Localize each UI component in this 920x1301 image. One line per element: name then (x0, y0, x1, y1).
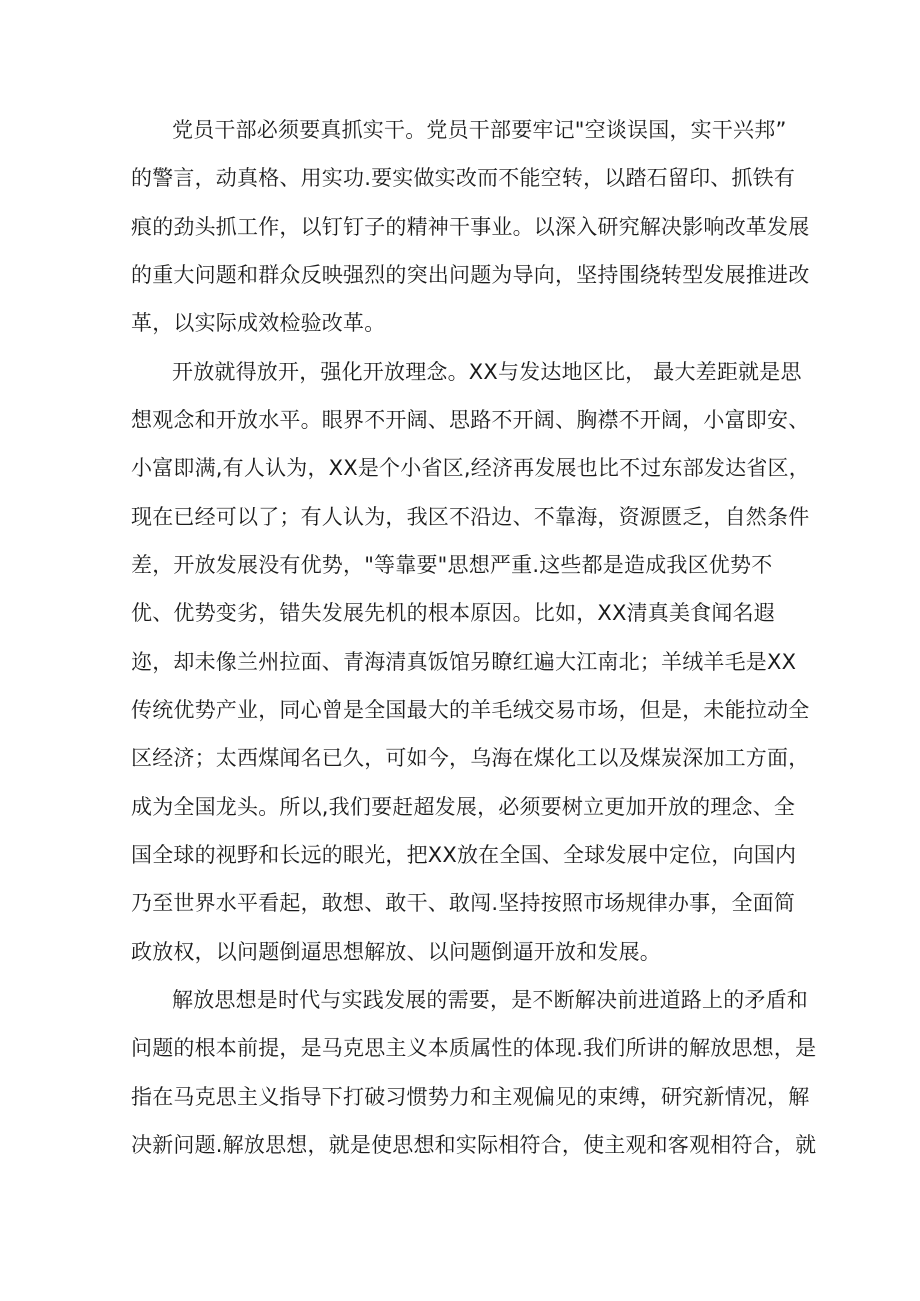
text-line: 的警言，动真格、用实功.要实做实改而不能空转，以踏石留印、抓铁有 (131, 166, 796, 190)
text-line: 决新问题.解放思想，就是使思想和实际相符合，使主观和客观相符合，就 (131, 1133, 817, 1157)
text-line: 国全球的视野和长远的眼光，把XX放在全国、全球发展中定位，向国内 (131, 843, 797, 867)
text-line: 差，开放发展没有优势，"等靠要"思想严重.这些都是造成我区优势不 (131, 553, 773, 577)
text-line: 区经济；太西煤闻名已久，可如今，乌海在煤化工以及煤炭深加工方面， (131, 746, 810, 770)
text-line: 优、优势变劣，错失发展先机的根本原因。比如，XX清真美食闻名遐 (131, 601, 775, 625)
text-line: 的重大问题和群众反映强烈的突出问题为导向，坚持围绕转型发展推进改 (131, 263, 810, 287)
text-line: 传统优势产业，同心曾是全国最大的羊毛绒交易市场，但是，未能拉动全 (131, 698, 810, 722)
text-line: 解放思想是时代与实践发展的需要，是不断解决前进道路上的矛盾和 (172, 988, 808, 1012)
text-line: 成为全国龙头。所以,我们要赶超发展，必须要树立更加开放的理念、全 (131, 795, 796, 819)
text-line: 想观念和开放水平。眼界不开阔、思路不开阔、胸襟不开阔，小富即安、 (131, 408, 810, 432)
text-line: 问题的根本前提，是马克思主义本质属性的体现.我们所讲的解放思想，是 (131, 1036, 817, 1060)
text-line: 开放就得放开，强化开放理念。XX与发达地区比， 最大差距就是思 (172, 360, 802, 384)
text-line: 革，以实际成效检验改革。 (131, 311, 386, 335)
text-line: 指在马克思主义指导下打破习惯势力和主观偏见的束缚，研究新情况，解 (131, 1085, 810, 1109)
text-line: 乃至世界水平看起，敢想、敢干、敢闯.坚持按照市场规律办事，全面简 (131, 891, 796, 915)
text-line: 党员干部必须要真抓实干。党员干部要牢记"空谈误国，实干兴邦” (172, 118, 787, 142)
text-line: 痕的劲头抓工作，以钉钉子的精神干事业。以深入研究解决影响改革发展 (131, 215, 810, 239)
text-line: 现在已经可以了；有人认为，我区不沿边、不靠海，资源匮乏，自然条件 (131, 505, 810, 529)
text-line: 迩，却未像兰州拉面、青海清真饭馆另瞭红遍大江南北；羊绒羊毛是XX (131, 650, 797, 674)
text-line: 政放权，以问题倒逼思想解放、以问题倒逼开放和发展。 (131, 940, 661, 964)
text-line: 小富即满,有人认为，XX是个小省区,经济再发展也比不过东部发达省区， (131, 456, 810, 480)
